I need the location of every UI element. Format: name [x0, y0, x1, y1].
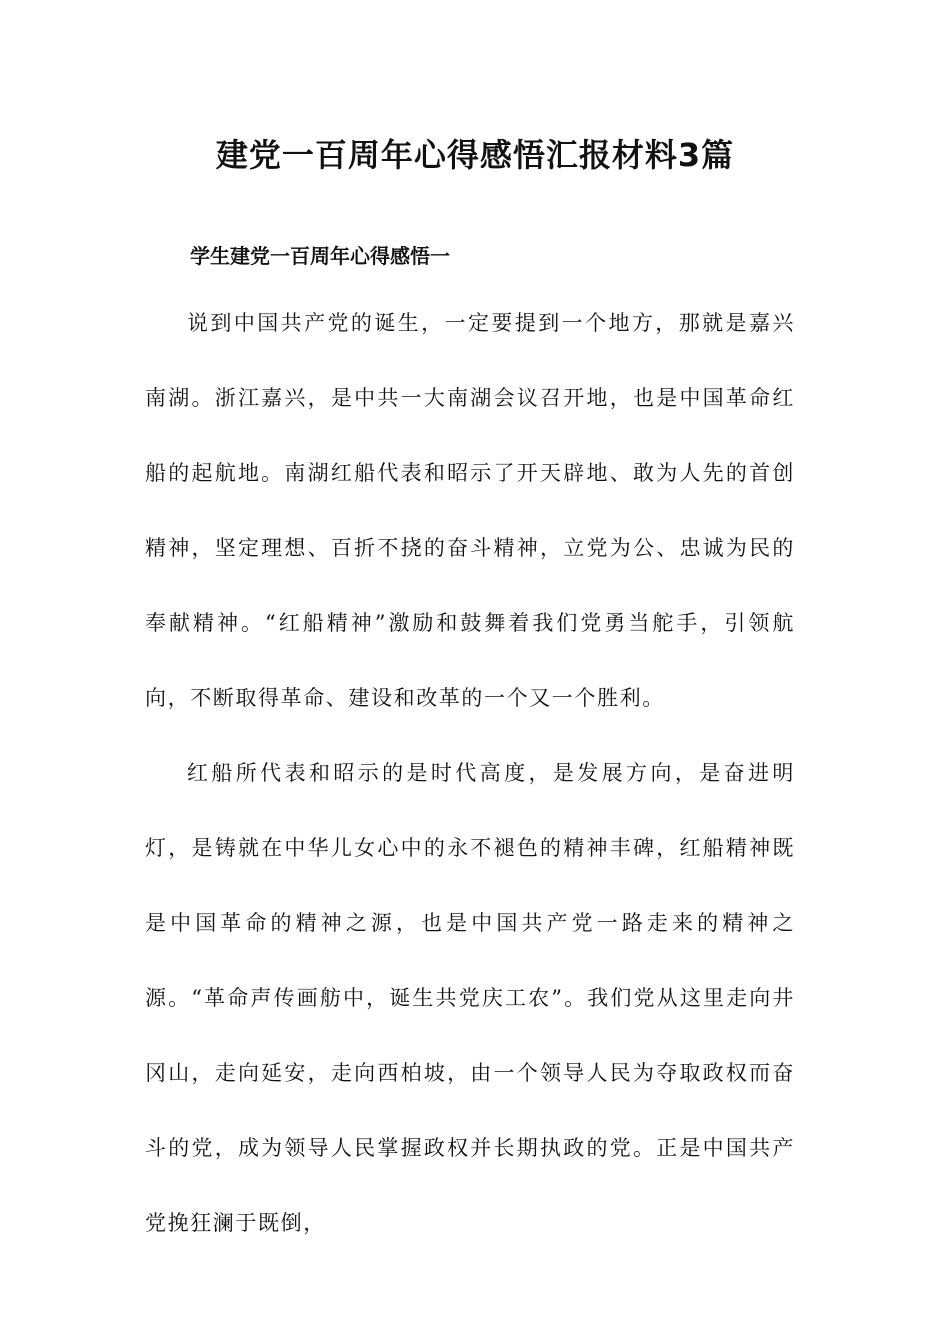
paragraph: 红船所代表和昭示的是时代高度，是发展方向，是奋进明灯，是铸就在中华儿女心中的永不褪色的精神丰碑，红船精神既是中国革命的精神之源，也是中国共产党一路走来的精神之源。“革命声传画舫中，诞生共党庆工农”。我们党从这里走向井冈山，走向延安，走向西柏坡，由一个领导人民为夺取政权而奋斗的党，成为领导人民掌握政权并长期执政的党。正是中国共产党挽狂澜于既倒， — [145, 761, 795, 1235]
section-heading: 学生建党一百周年心得感悟一 — [190, 244, 450, 268]
document-title: 建党一百周年心得感悟汇报材料3篇 — [215, 136, 735, 174]
paragraph: 说到中国共产党的诞生，一定要提到一个地方，那就是嘉兴南湖。浙江嘉兴，是中共一大南湖会议召开地，也是中国革命红船的起航地。南湖红船代表和昭示了开天辟地、敢为人先的首创精神，坚定理想、百折不挠的奋斗精神，立党为公、忠诚为民的奉献精神。“红船精神”激励和鼓舞着我们党勇当舵手，引领航向，不断取得革命、建设和改革的一个又一个胜利。 — [145, 311, 795, 710]
